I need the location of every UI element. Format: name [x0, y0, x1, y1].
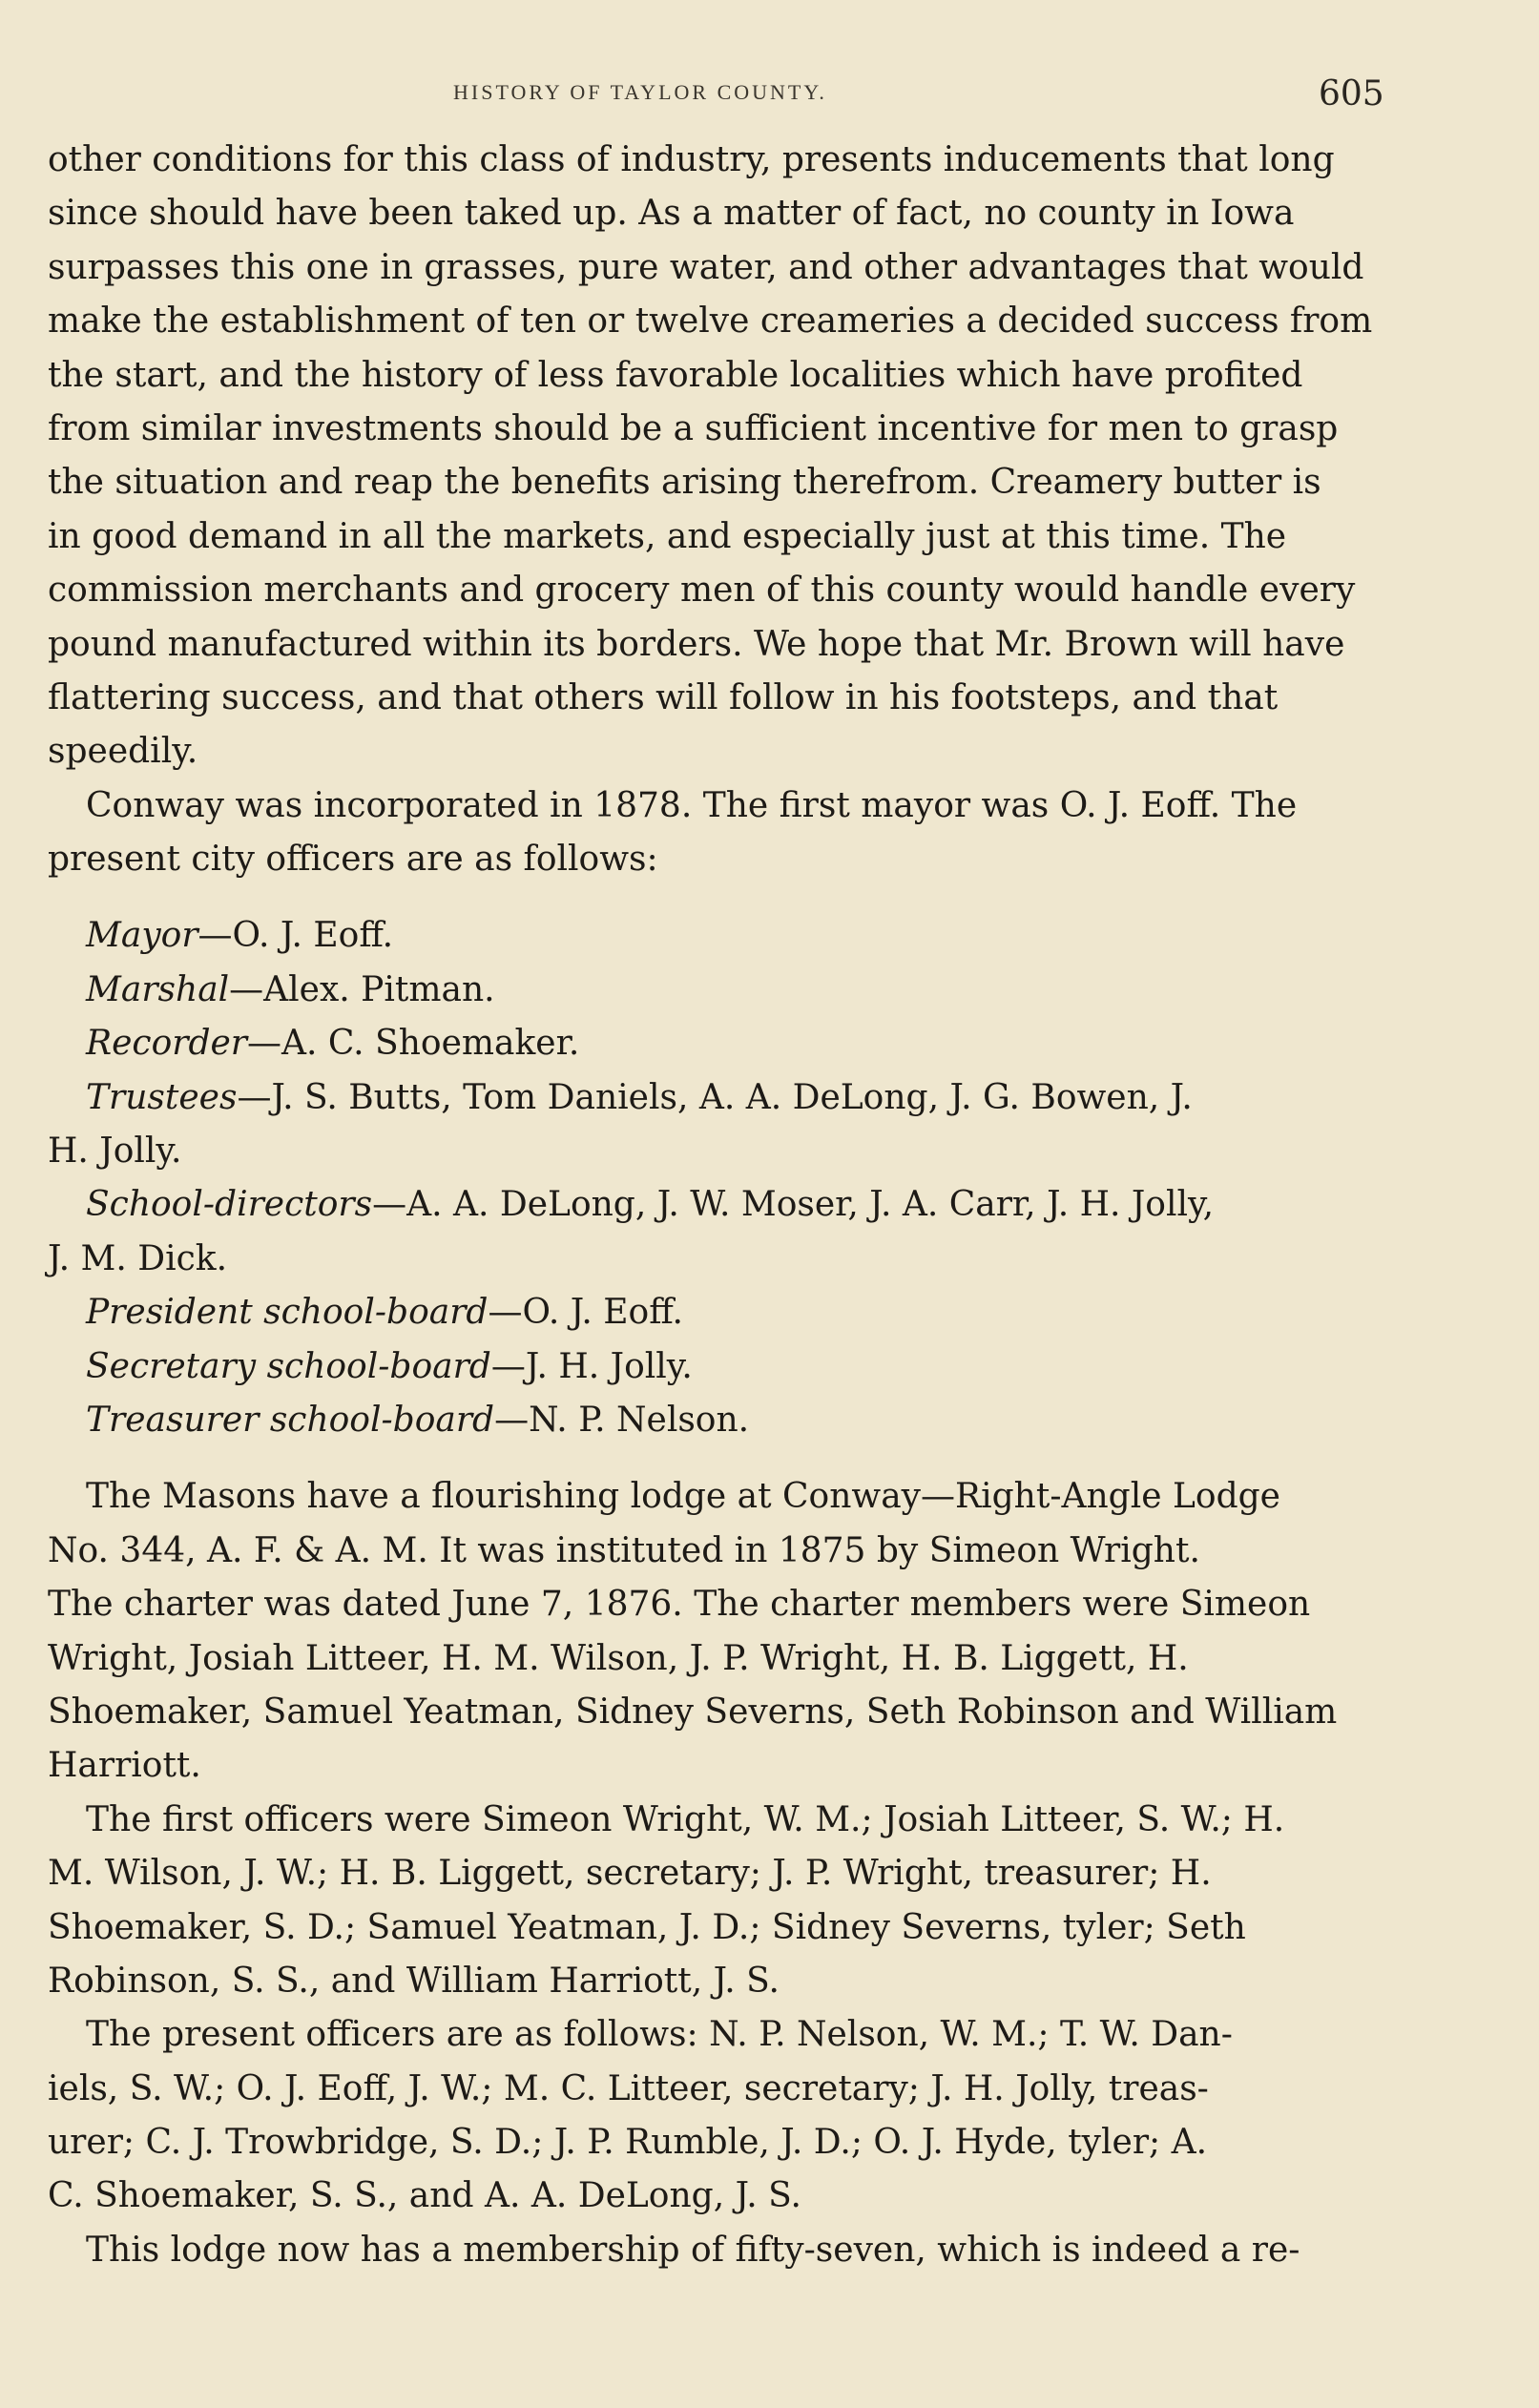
text-line: The present officers are as follows: N. P. Nelson, W. M.; T. W. Dan-	[86, 2015, 1233, 2055]
text-line: surpasses this one in grasses, pure water, and other advantages that would	[48, 247, 1364, 287]
text-line: other conditions for this class of industry, presents inducements that long	[48, 140, 1335, 179]
text-line: commission merchants and grocery men of this county would handle every	[48, 571, 1356, 611]
officer-name: —O. J. Eoff.	[488, 1293, 683, 1333]
officer-role: Treasurer school-board	[86, 1400, 495, 1440]
text-line: from similar investments should be a sufficient incentive for men to grasp	[48, 408, 1339, 448]
officer-entry-president	[48, 1286, 1383, 1339]
officer-name: —J. S. Butts, Tom Daniels, A. A. DeLong, J. G. Bowen, J.	[237, 1077, 1193, 1117]
text-line: This lodge now has a membership of fifty-seven, which is indeed a re-	[86, 2230, 1300, 2270]
paragraph-present-officers	[48, 2008, 1383, 2224]
officer-entry-school-directors	[48, 1178, 1383, 1232]
text-line: No. 344, A. F. & A. M. It was instituted in 1875 by Simeon Wright.	[48, 1530, 1200, 1570]
text-line: pound manufactured within its borders. We hope that Mr. Brown will have	[48, 624, 1345, 664]
text-line: since should have been taked up. As a matter of fact, no county in Iowa	[48, 194, 1295, 234]
text-line: the start, and the history of less favorable localities which have profited	[48, 355, 1303, 395]
text-line: Wright, Josiah Litteer, H. M. Wilson, J. P. Wright, H. B. Liggett, H.	[48, 1638, 1189, 1678]
officer-entry-school-directors-cont: J. M. Dick.	[48, 1238, 228, 1278]
text-line: Shoemaker, Samuel Yeatman, Sidney Severns, Seth Robinson and William	[48, 1692, 1338, 1732]
paragraph-masons	[48, 1470, 1383, 1793]
officer-role: School-directors	[86, 1185, 373, 1225]
text-line: urer; C. J. Trowbridge, S. D.; J. P. Rumble, J. D.; O. J. Hyde, tyler; A.	[48, 2123, 1208, 2163]
text-line: Shoemaker, S. D.; Samuel Yeatman, J. D.; Sidney Severns, tyler; Seth	[48, 1907, 1246, 1947]
text-line: iels, S. W.; O. J. Eoff, J. W.; M. C. Litteer, secretary; J. H. Jolly, treas-	[48, 2068, 1209, 2108]
text-line: M. Wilson, J. W.; H. B. Liggett, secretary; J. P. Wright, treasurer; H.	[48, 1854, 1212, 1894]
spacer	[48, 886, 1383, 909]
body-text	[48, 134, 1383, 2277]
officer-role: Recorder	[86, 1024, 248, 1064]
paragraph-incorporation	[48, 779, 1383, 887]
paragraph-first-officers	[48, 1794, 1383, 2009]
officer-name: —A. C. Shoemaker.	[247, 1024, 580, 1064]
officer-role: Marshal	[86, 969, 230, 1009]
officers-list	[48, 909, 1383, 1447]
officer-role: Secretary school-board	[86, 1346, 491, 1386]
officer-role: Mayor	[86, 916, 198, 956]
officer-name: —A. A. DeLong, J. W. Moser, J. A. Carr, J. H. Jolly,	[372, 1185, 1215, 1225]
text-line: Harriott.	[48, 1746, 201, 1786]
spacer	[48, 1447, 1383, 1470]
text-line: flattering success, and that others will follow in his footsteps, and that	[48, 677, 1279, 717]
text-line: The Masons have a flourishing lodge at Conway—Right-Angle Lodge	[86, 1477, 1280, 1517]
officer-name: —N. P. Nelson.	[494, 1400, 750, 1440]
text-line: speedily.	[48, 732, 198, 772]
running-title: HISTORY OF TAYLOR COUNTY.	[453, 80, 827, 104]
page-number: 605	[1319, 74, 1384, 114]
text-line: present city officers are as follows:	[48, 840, 658, 880]
text-line: in good demand in all the markets, and especially just at this time. The	[48, 516, 1287, 556]
text-line: make the establishment of ten or twelve creameries a decided success from	[48, 301, 1373, 342]
text-line: C. Shoemaker, S. S., and A. A. DeLong, J. S.	[48, 2176, 801, 2216]
paragraph-membership	[48, 2224, 1383, 2277]
paragraph-creameries	[48, 134, 1383, 779]
officer-entry-recorder	[48, 1017, 1383, 1070]
officer-entry-marshal	[48, 964, 1383, 1017]
officer-name: —Alex. Pitman.	[229, 969, 495, 1009]
officer-name: —O. J. Eoff.	[198, 916, 394, 956]
officer-name: —J. H. Jolly.	[490, 1346, 693, 1386]
text-line: The charter was dated June 7, 1876. The charter members were Simeon	[48, 1585, 1311, 1625]
officer-entry-trustees	[48, 1071, 1383, 1125]
text-line: the situation and reap the benefits arising therefrom. Creamery butter is	[48, 463, 1321, 503]
officer-entry-treasurer	[48, 1394, 1383, 1447]
text-line: Robinson, S. S., and William Harriott, J. S.	[48, 1961, 780, 2001]
officer-entry-secretary	[48, 1340, 1383, 1394]
running-head	[0, 74, 1539, 132]
officer-entry-mayor	[48, 909, 1383, 963]
text-line: Conway was incorporated in 1878. The first mayor was O. J. Eoff. The	[86, 785, 1298, 825]
officer-role: Trustees	[86, 1077, 238, 1117]
text-line: The first officers were Simeon Wright, W. M.; Josiah Litteer, S. W.; H.	[86, 1799, 1285, 1839]
officer-role: President school-board	[86, 1293, 489, 1333]
officer-entry-trustees-cont: H. Jolly.	[48, 1131, 182, 1172]
